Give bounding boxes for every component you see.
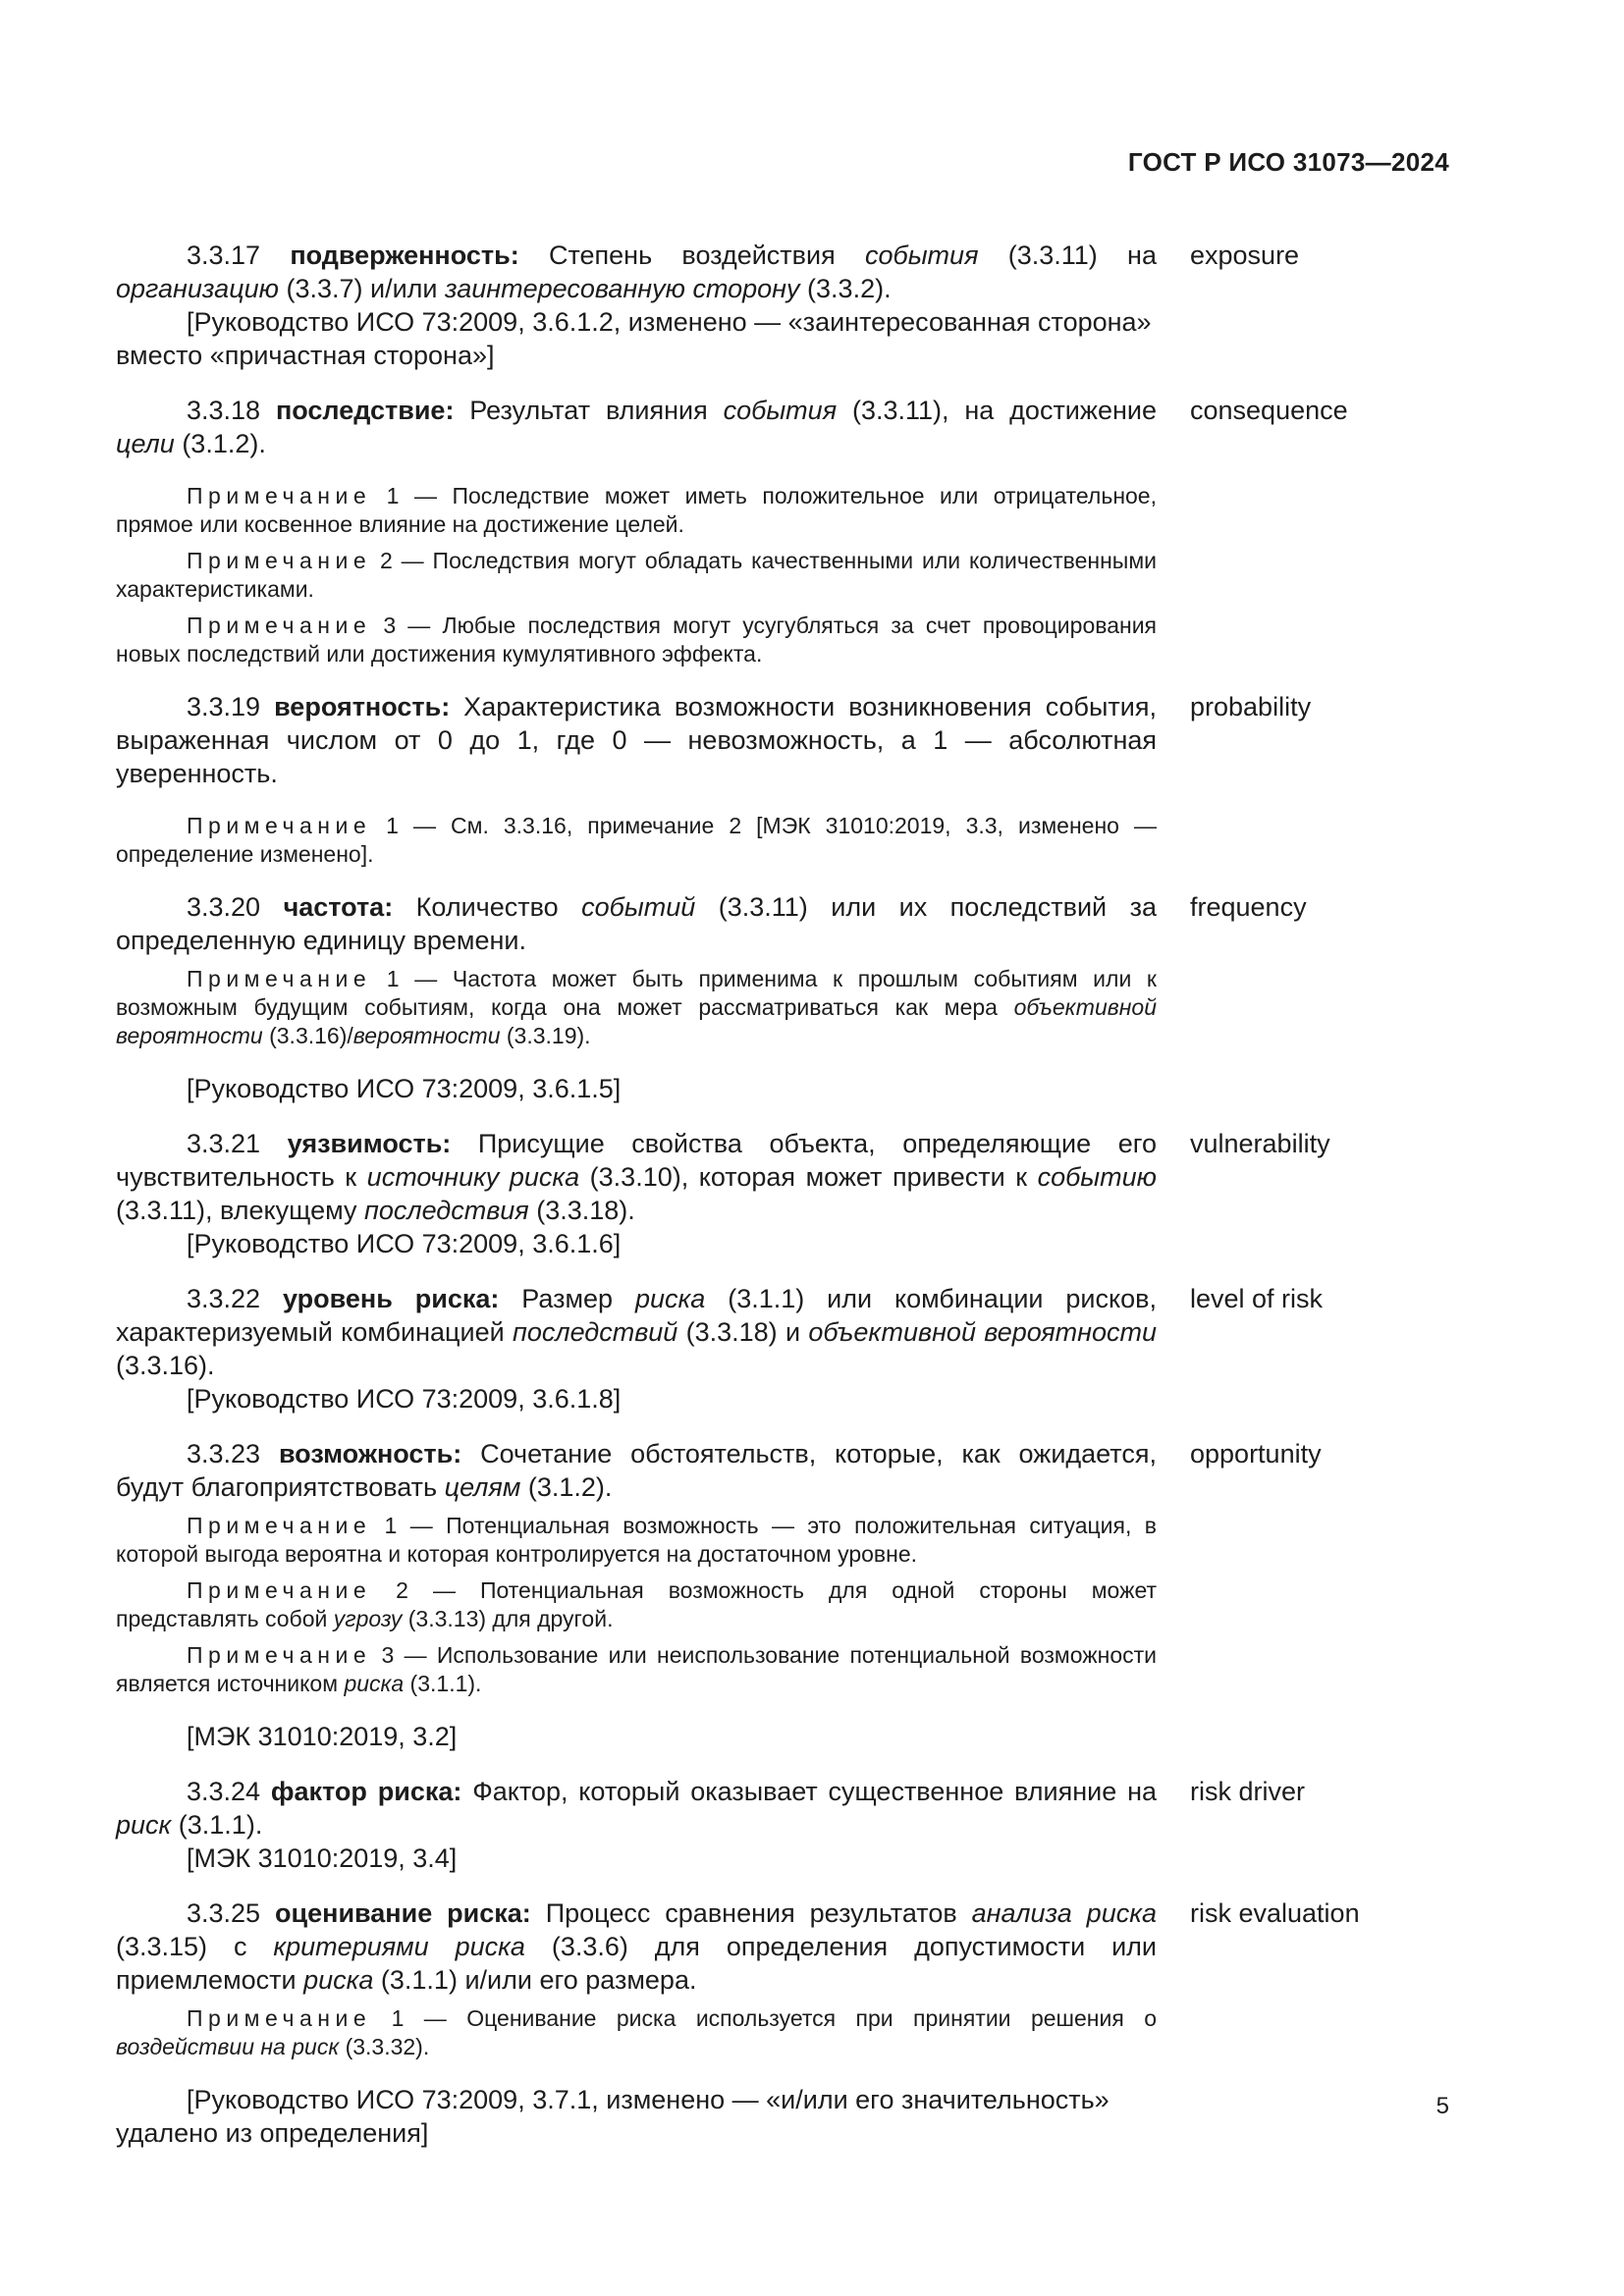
- english-term: probability: [1190, 692, 1312, 721]
- term-definition: 3.3.25 оценивание риска: Процесс сравнения результатов анализа риска (3.3.15) с критериями риска (3.3.6) для определения допустимости или приемлемости риска (3.1.1) и/или его размера.: [116, 1898, 1157, 1995]
- term-name: уровень риска:: [283, 1284, 500, 1313]
- term-definition: 3.3.17 подверженность: Степень воздействия события (3.3.11) на организацию (3.3.7) и/или заинтересованную сторону (3.3.2).: [116, 240, 1157, 303]
- term-definition: 3.3.21 уязвимость: Присущие свойства объекта, определяющие его чувствительность к источнику риска (3.3.10), которая может привести к событию (3.3.11), влекущему последствия (3.3.18).: [116, 1129, 1157, 1225]
- term-entry-3-3-20: [116, 890, 1392, 1105]
- term-definition: 3.3.20 частота: Количество событий (3.3.11) или их последствий за определенную единицу времени.: [116, 892, 1157, 955]
- term-name: оценивание риска:: [275, 1898, 531, 1928]
- term-entry-3-3-18: [116, 394, 1392, 668]
- term-note: Примечание 3 — Любые последствия могут усугубляться за счет провоцирования новых последствий или достижения кумулятивного эффекта.: [116, 613, 1157, 667]
- term-definition: 3.3.24 фактор риска: Фактор, который оказывает существенное влияние на риск (3.1.1).: [116, 1777, 1157, 1840]
- term-name: последствие:: [275, 396, 455, 425]
- term-definition: 3.3.18 последствие: Результат влияния события (3.3.11), на достижение цели (3.1.2).: [116, 396, 1157, 458]
- term-entry-3-3-17: [116, 239, 1392, 372]
- english-term: risk evaluation: [1190, 1898, 1360, 1928]
- term-note: Примечание 1 — Частота может быть применима к прошлым событиям или к возможным будущим событиям, когда она может рассматриваться как мера объективной вероятности (3.3.16)/вероятности (3.3.19).: [116, 966, 1157, 1048]
- english-term: vulnerability: [1190, 1129, 1330, 1158]
- term-source: [МЭК 31010:2019, 3.4]: [187, 1843, 458, 1873]
- term-entry-3-3-24: [116, 1775, 1392, 1875]
- term-source: [Руководство ИСО 73:2009, 3.6.1.5]: [187, 1074, 622, 1103]
- term-note: Примечание 3 — Использование или неиспользование потенциальной возможности является источником риска (3.1.1).: [116, 1642, 1158, 1696]
- term-name: фактор риска:: [270, 1777, 462, 1806]
- term-source: [Руководство ИСО 73:2009, 3.6.1.2, изменено — «заинтересованная сторона» вместо «причастная сторона»]: [116, 307, 1152, 370]
- term-note: Примечание 1 — Последствие может иметь положительное или отрицательное, прямое или косвенное влияние на достижение целей.: [116, 483, 1157, 537]
- term-source: [Руководство ИСО 73:2009, 3.7.1, изменено — «и/или его значительность» удалено из определения]: [116, 2085, 1110, 2148]
- english-term: opportunity: [1190, 1439, 1322, 1468]
- term-source: [МЭК 31010:2019, 3.2]: [187, 1722, 458, 1751]
- term-name: подверженность:: [290, 240, 519, 270]
- english-term: level of risk: [1190, 1284, 1324, 1313]
- term-entry-3-3-21: [116, 1127, 1392, 1260]
- terms-list: [116, 239, 1392, 2171]
- term-note: Примечание 1 — См. 3.3.16, примечание 2 [МЭК 31010:2019, 3.3, изменено — определение изменено].: [116, 813, 1157, 867]
- term-name: вероятность:: [274, 692, 451, 721]
- standard-header: ГОСТ Р ИСО 31073—2024: [1127, 147, 1449, 177]
- term-entry-3-3-19: [116, 690, 1392, 869]
- term-note: Примечание 2 — Потенциальная возможность для одной стороны может представлять собой угрозу (3.3.13) для другой.: [116, 1577, 1158, 1631]
- english-term: frequency: [1190, 892, 1307, 922]
- term-name: уязвимость:: [287, 1129, 452, 1158]
- term-entry-3-3-25: [116, 1896, 1392, 2150]
- term-entry-3-3-22: [116, 1282, 1392, 1415]
- term-definition: 3.3.22 уровень риска: Размер риска (3.1.1) или комбинации рисков, характеризуемый комбинацией последствий (3.3.18) и объективной вероятности (3.3.16).: [116, 1284, 1158, 1380]
- english-term: exposure: [1190, 240, 1300, 270]
- term-definition: 3.3.23 возможность: Сочетание обстоятельств, которые, как ожидается, будут благоприятствовать целям (3.1.2).: [116, 1439, 1157, 1502]
- term-source: [Руководство ИСО 73:2009, 3.6.1.8]: [187, 1384, 622, 1414]
- term-note: Примечание 2 — Последствия могут обладать качественными или количественными характеристиками.: [116, 548, 1157, 602]
- term-note: Примечание 1 — Оценивание риска используется при принятии решения о воздействии на риск (3.3.32).: [116, 2005, 1157, 2059]
- term-definition: 3.3.19 вероятность: Характеристика возможности возникновения события, выраженная числом от 0 до 1, где 0 — невозможность, а 1 — абсолютная уверенность.: [116, 692, 1157, 788]
- page-number: 5: [1435, 2093, 1449, 2119]
- term-source: [Руководство ИСО 73:2009, 3.6.1.6]: [187, 1229, 622, 1258]
- term-name: частота:: [283, 892, 394, 922]
- term-name: возможность:: [278, 1439, 462, 1468]
- english-term: consequence: [1190, 396, 1348, 425]
- term-entry-3-3-23: [116, 1437, 1392, 1753]
- term-note: Примечание 1 — Потенциальная возможность — это положительная ситуация, в которой выгода вероятна и которая контролируется на достаточном уровне.: [116, 1513, 1157, 1567]
- english-term: risk driver: [1190, 1777, 1306, 1806]
